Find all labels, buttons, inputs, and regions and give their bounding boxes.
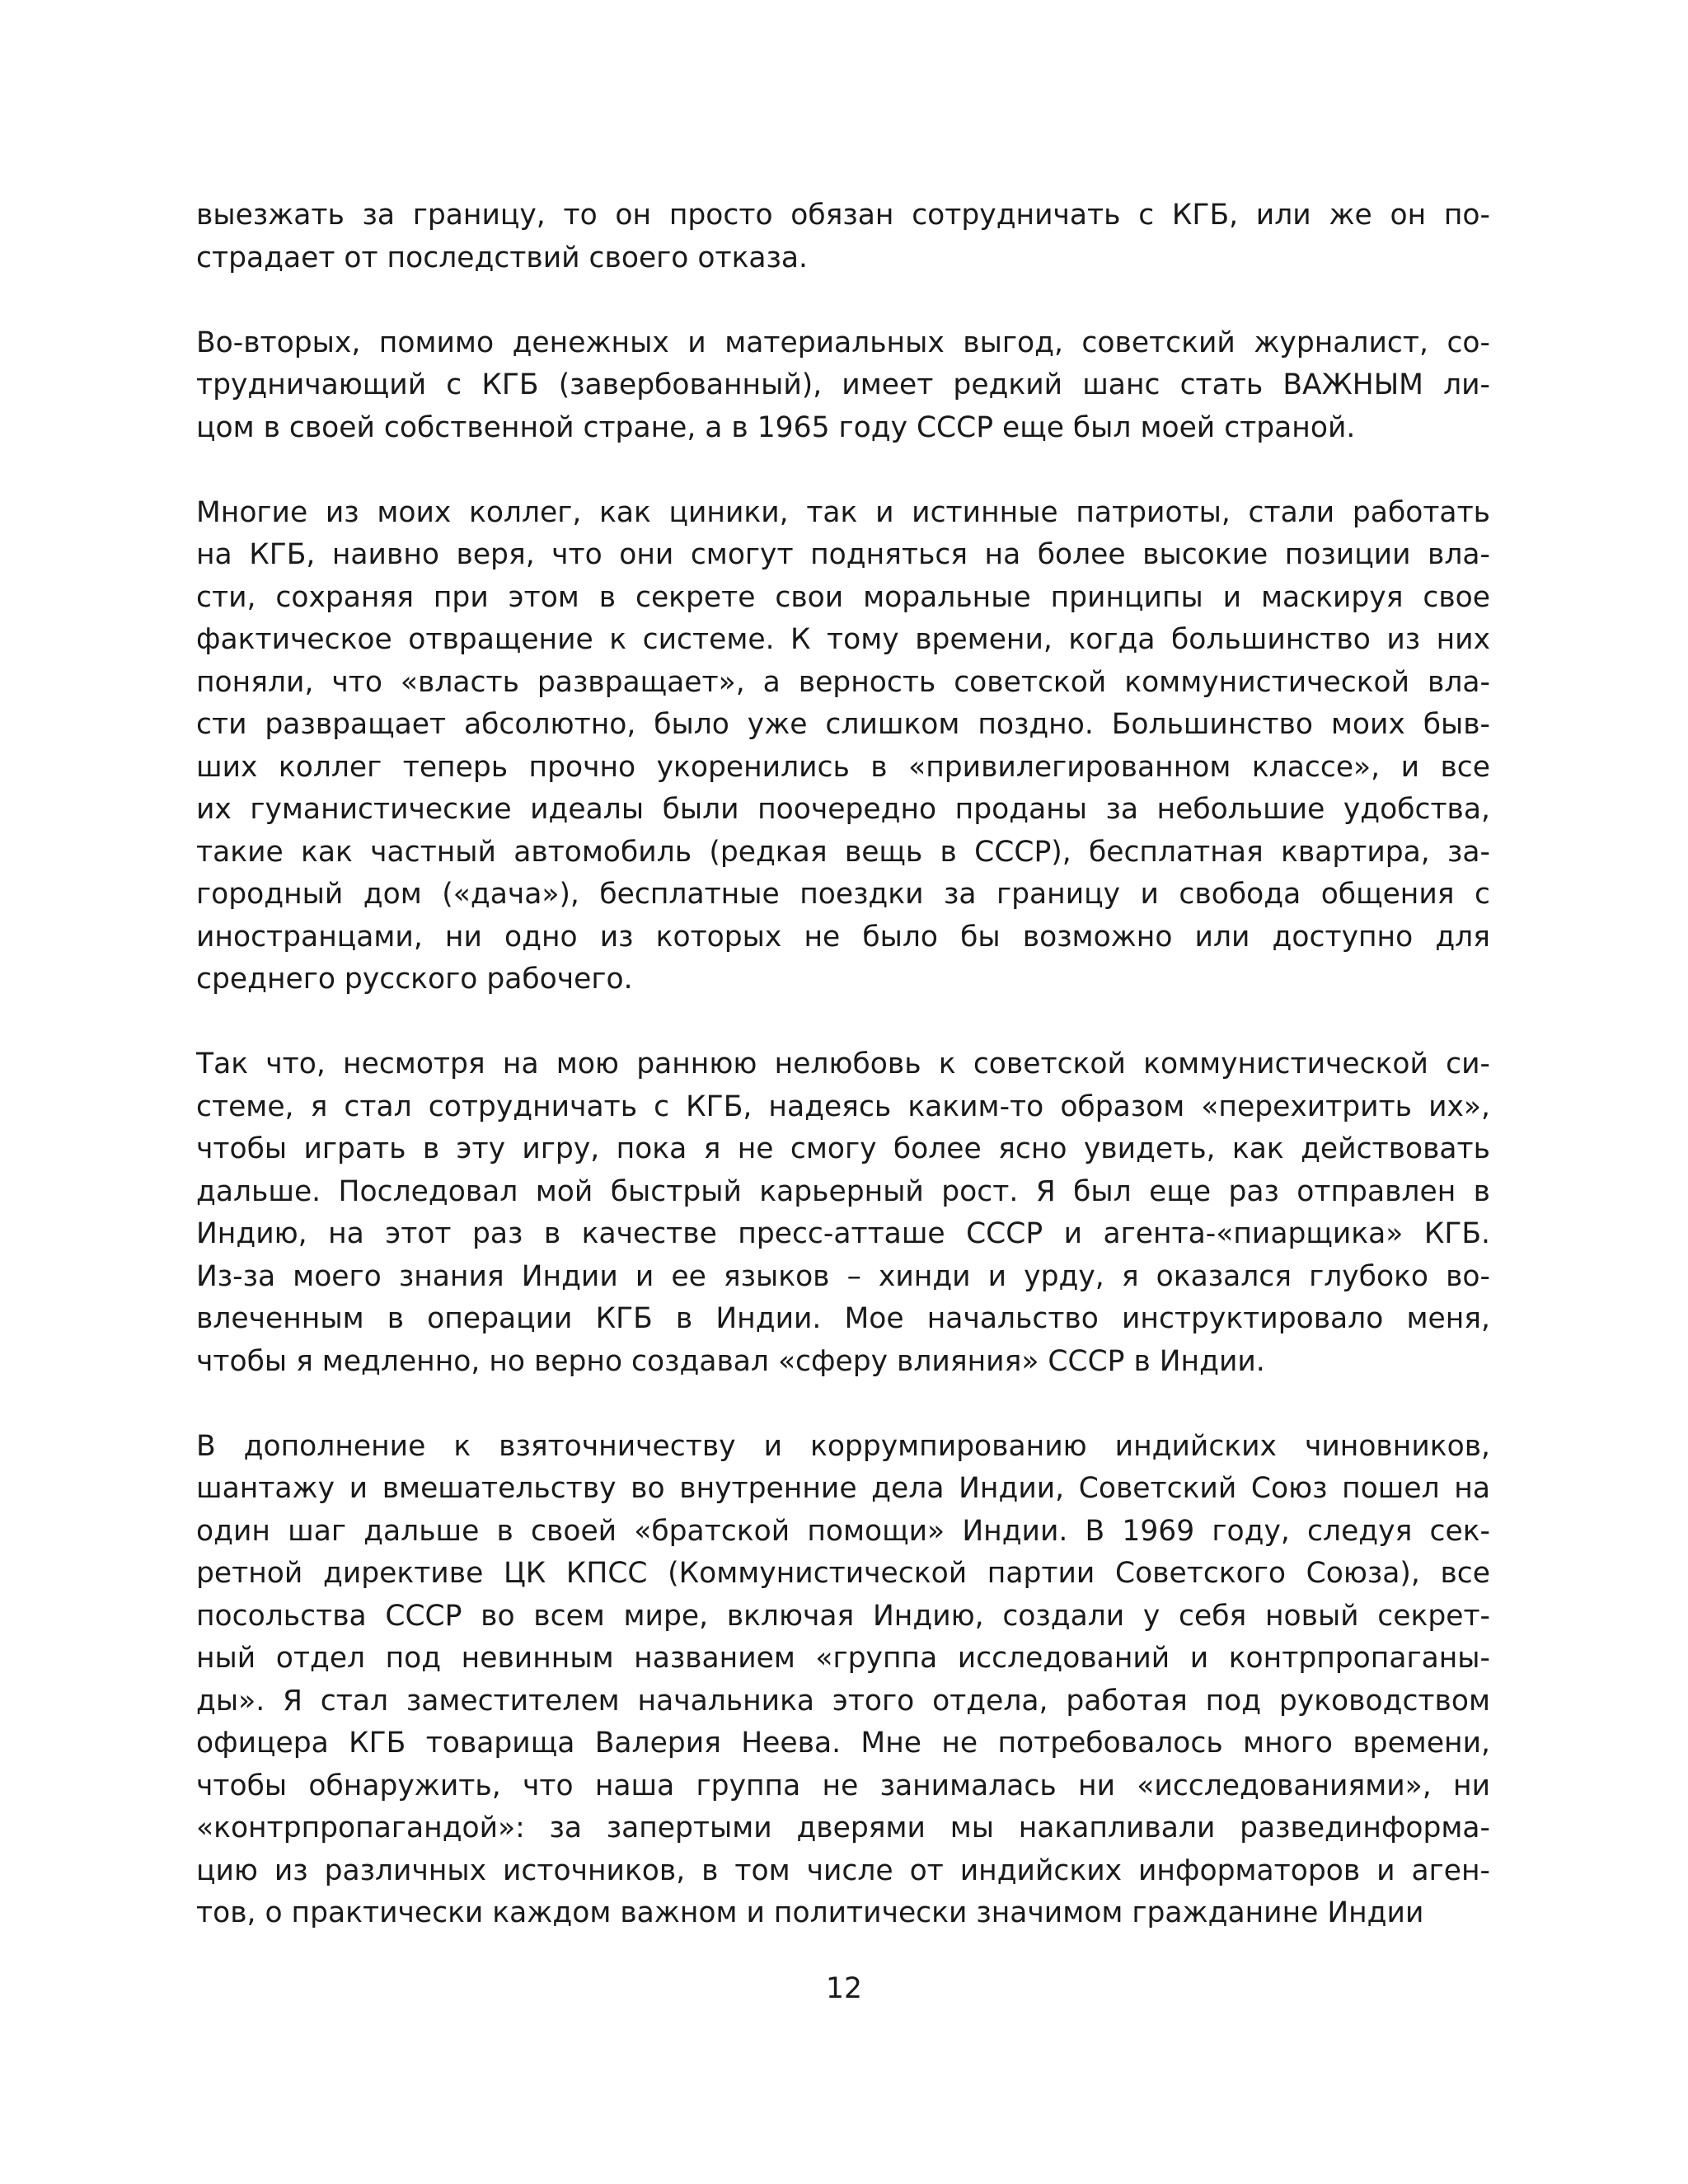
page-number: 12 [826,1972,862,2005]
paragraph-1 [196,194,1490,279]
text-line: ших коллег теперь прочно укоренились в «привилегированном классе», и все [196,750,1490,784]
text-line: среднего русского рабочего. [196,963,633,996]
text-line: цом в своей собственной стране, а в 1965 году СССР еще был моей страной. [196,410,1356,444]
text-line: «контрпропагандой»: за запертыми дверями мы накапливали развединформа- [196,1811,1490,1844]
text-line: на КГБ, наивно веря, что они смогут подняться на более высокие позиции вла- [196,538,1490,571]
text-line: фактическое отвращение к системе. К тому времени, когда большинство из них [196,623,1490,656]
text-line: поняли, что «власть развращает», а верность советской коммунистической вла- [196,665,1490,699]
text-line: дальше. Последовал мой быстрый карьерный рост. Я был еще раз отправлен в [196,1174,1490,1208]
body-text [196,194,1490,1935]
text-line: посольства СССР во всем мире, включая Индию, создали у себя новый секрет- [196,1599,1490,1633]
text-line: Так что, несмотря на мою раннюю нелюбовь к советской коммунистической си- [196,1047,1490,1080]
text-line: Из-за моего знания Индии и ее языков – хинди и урду, я оказался глубоко во- [196,1259,1490,1293]
paragraph-2 [196,322,1490,450]
text-line: шантажу и вмешательству во внутренние дела Индии, Советский Союз пошел на [196,1472,1490,1505]
text-line: ретной директиве ЦК КПСС (Коммунистической партии Советского Союза), все [196,1557,1490,1590]
text-line: страдает от последствий своего отказа. [196,241,809,274]
text-line: тов, о практически каждом важном и политически значимом гражданине Индии [196,1896,1424,1929]
text-line: городный дом («дача»), бесплатные поездки за границу и свобода общения с [196,878,1490,911]
text-line: сти, сохраняя при этом в секрете свои моральные принципы и маскируя свое [196,580,1490,614]
text-line: стеме, я стал сотрудничать с КГБ, надеясь каким-то образом «перехитрить их», [196,1090,1490,1123]
paragraph-3 [196,492,1490,1001]
text-line: чтобы играть в эту игру, пока я не смогу более ясно увидеть, как действовать [196,1132,1490,1165]
text-line: влеченным в операции КГБ в Индии. Мое начальство инструктировало меня, [196,1302,1490,1335]
text-line: такие как частный автомобиль (редкая вещь в СССР), бесплатная квартира, за- [196,835,1490,869]
text-line: ный отдел под невинным названием «группа исследований и контрпропаганы- [196,1642,1490,1675]
paragraph-4 [196,1043,1490,1383]
text-line: В дополнение к взяточничеству и коррумпированию индийских чиновников, [196,1429,1490,1463]
text-line: цию из различных источников, в том числе от индийских информаторов и аген- [196,1854,1490,1887]
text-line: их гуманистические идеалы были поочередно проданы за небольшие удобства, [196,793,1490,826]
text-line: чтобы обнаружить, что наша группа не занималась ни «исследованиями», ни [196,1769,1490,1802]
text-line: иностранцами, ни одно из которых не было бы возможно или доступно для [196,920,1490,954]
text-line: офицера КГБ товарища Валерия Неева. Мне не потребовалось много времени, [196,1727,1490,1760]
text-line: один шаг дальше в своей «братской помощи» Индии. В 1969 году, следуя сек- [196,1514,1490,1548]
text-line: Во-вторых, помимо денежных и материальных выгод, советский журналист, со- [196,326,1490,359]
text-line: ды». Я стал заместителем начальника этого отдела, работая под руководством [196,1684,1490,1718]
text-line: выезжать за границу, то он просто обязан сотрудничать с КГБ, или же он по- [196,199,1490,232]
text-line: сти развращает абсолютно, было уже слишком поздно. Большинство моих быв- [196,708,1490,741]
text-line: Многие из моих коллег, как циники, так и истинные патриоты, стали работать [196,495,1490,529]
text-line: Индию, на этот раз в качестве пресс-атташе СССР и агента-«пиарщика» КГБ. [196,1217,1490,1250]
paragraph-5 [196,1426,1490,1935]
text-line: трудничающий с КГБ (завербованный), имеет редкий шанс стать ВАЖНЫМ ли- [196,368,1490,401]
text-line: чтобы я медленно, но верно создавал «сферу влияния» СССР в Индии. [196,1344,1265,1378]
